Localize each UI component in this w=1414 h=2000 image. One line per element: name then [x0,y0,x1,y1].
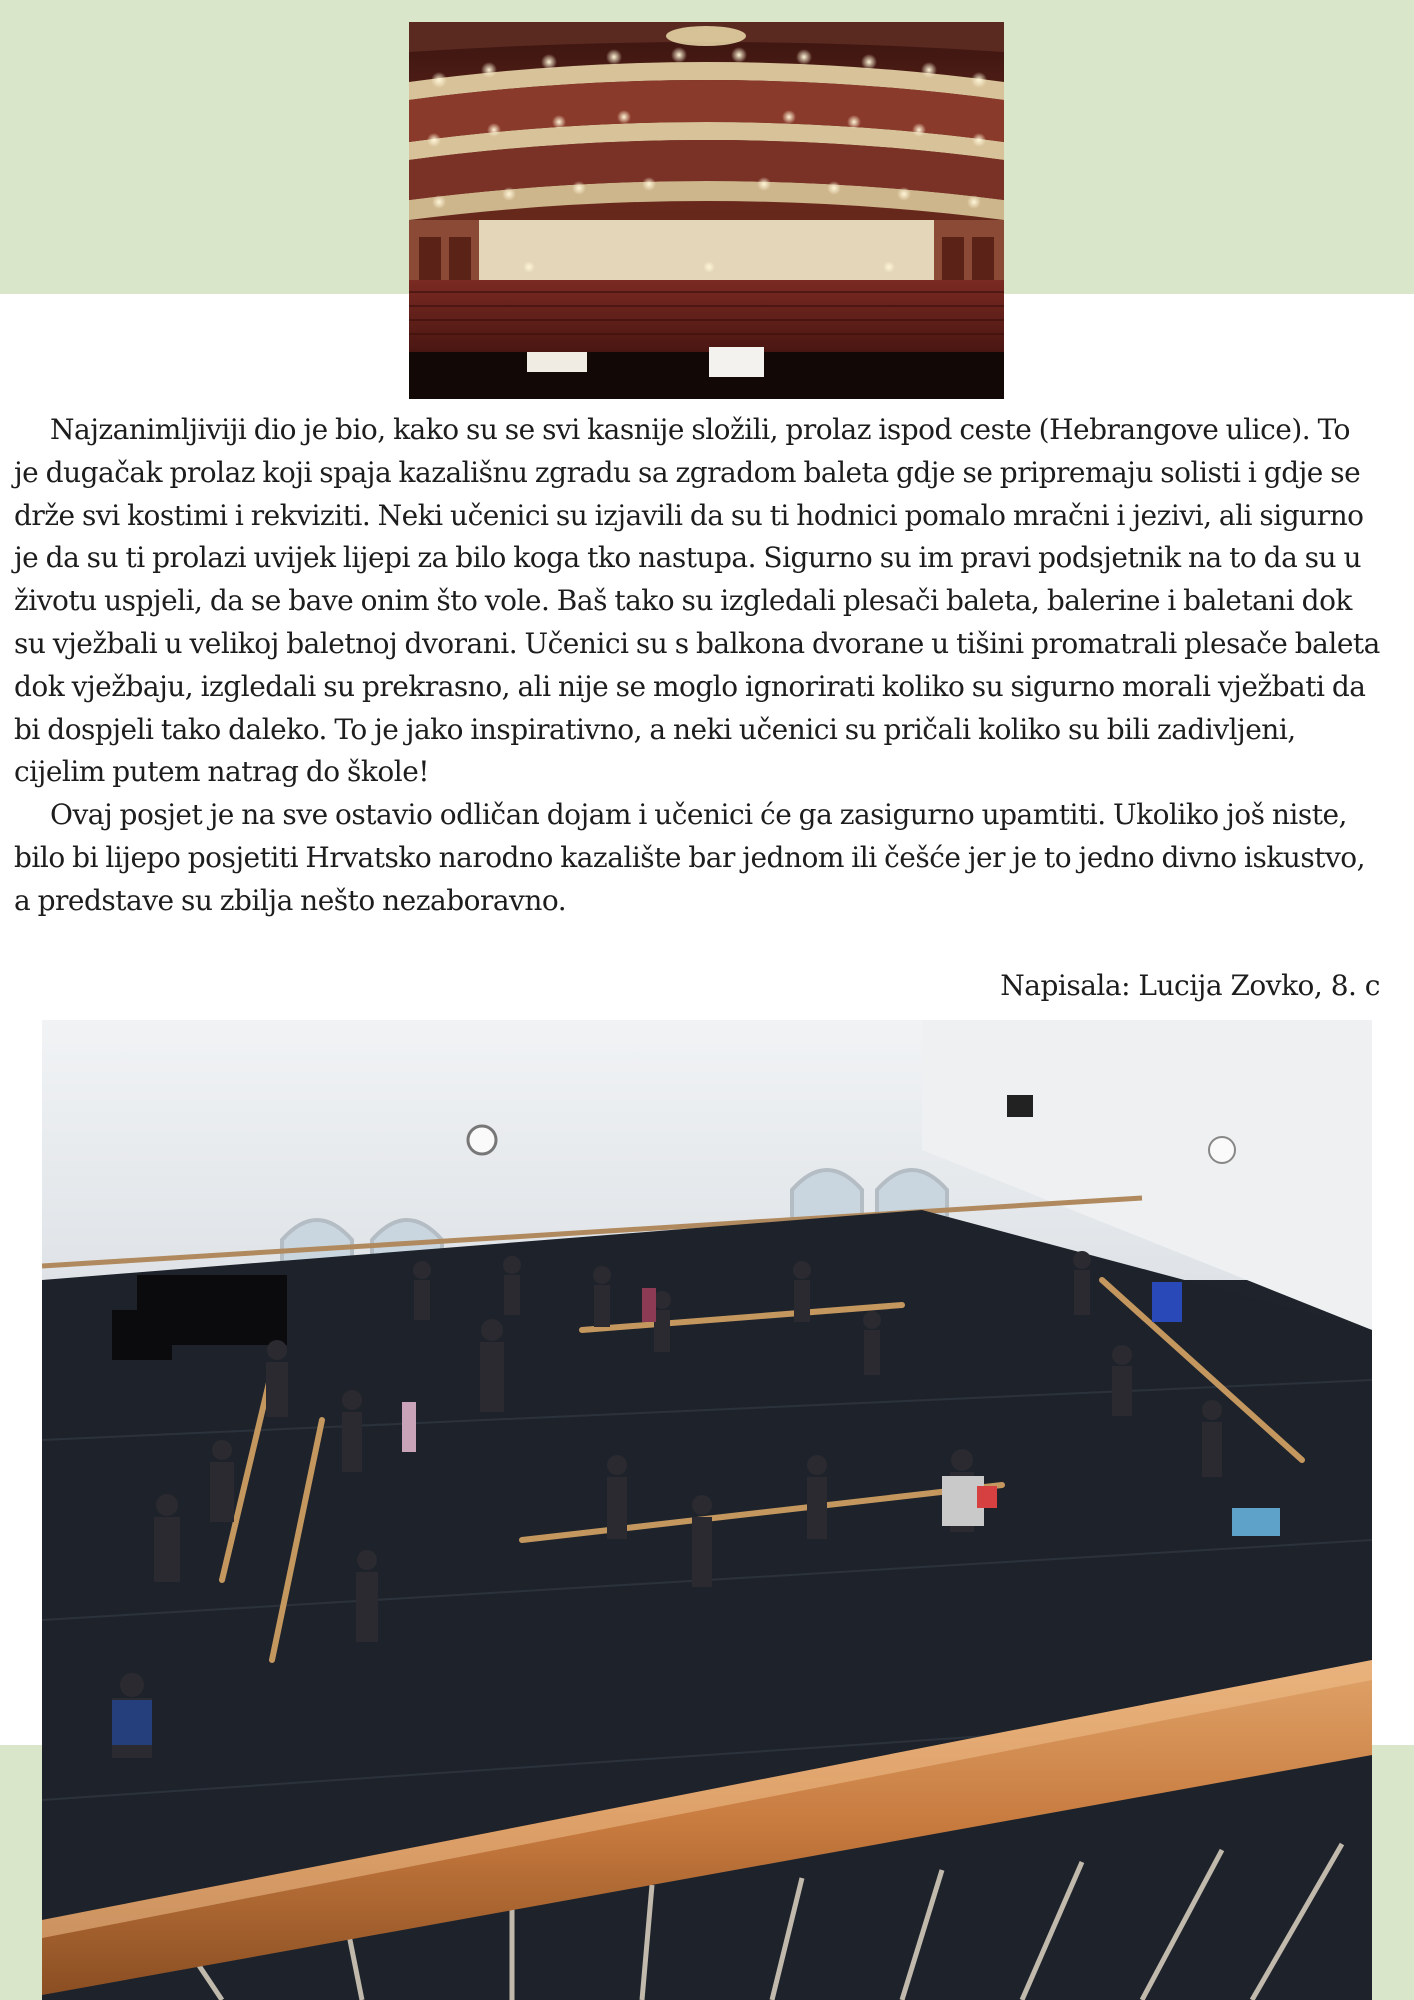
article-paragraph: Najzanimljiviji dio je bio, kako su se svi kasnije složili, prolaz ispod ceste (Hebrangove ulice). To je dugačak prolaz koji spaja kazališnu zgradu sa zgradom baleta gdje se pripremaju solisti i gdje se drže svi kostimi i rekviziti. Neki učenici su izjavili da su ti hodnici pomalo mračni i jezivi, ali sigurno je da su ti prolazi uvijek lijepi za bilo koga tko nastupa. Sigurno su im pravi podsjetnik na to da su u životu uspjeli, da se bave onim što vole. Baš tako su izgledali plesači baleta, balerine i baletani dok su vježbali u velikoj baletnoj dvorani. Učenici su s balkona dvorane u tišini promatrali plesače baleta dok vježbaju, izgledali su prekrasno, ali nije se moglo ignorirati koliko su sigurno morali vježbati da bi dospjeli tako daleko. To je jako inspirativno, a neki učenici su pričali koliko su bili zadivljeni, cijelim putem natrag do škole! [14,413,1380,789]
article-body [14,409,1380,923]
article-paragraph: Ovaj posjet je na sve ostavio odličan dojam i učenici će ga zasigurno upamtiti. Ukoliko još niste, bilo bi lijepo posjetiti Hrvatsko narodno kazalište bar jednom ili češće jer je to jedno divno iskustvo, a predstave su zbilja nešto nezaboravno. [14,798,1366,917]
article-signature: Napisala: Lucija Zovko, 8. c [1000,969,1380,1002]
ballet-rehearsal-photo [42,1020,1372,2000]
theatre-auditorium-photo [409,22,1004,399]
